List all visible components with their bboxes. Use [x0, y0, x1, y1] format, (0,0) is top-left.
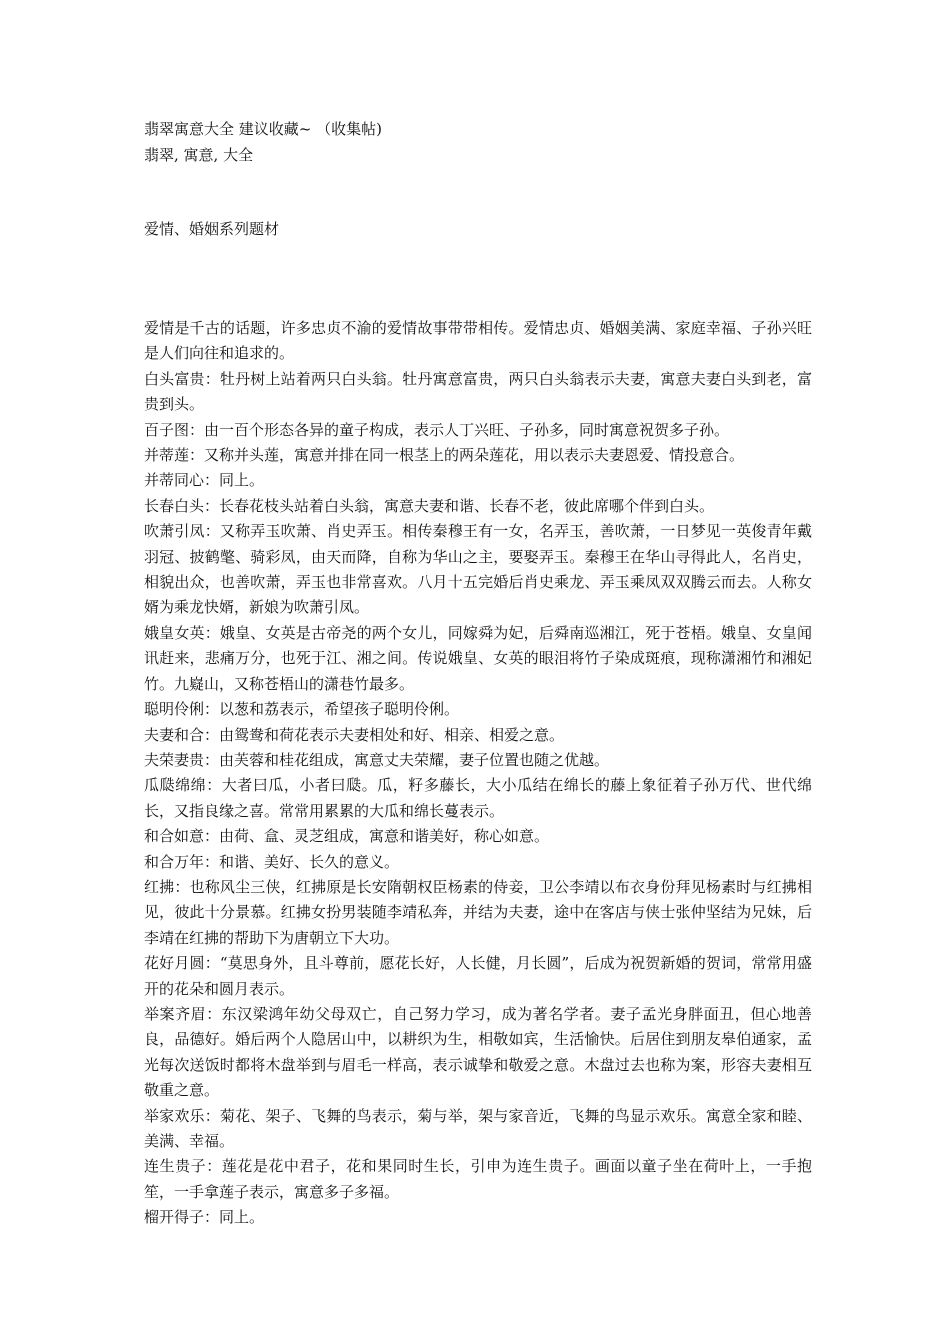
document-tags: 翡翠, 寓意, 大全: [144, 146, 254, 164]
paragraph-entry: 榴开得子：同上。: [144, 1208, 265, 1227]
paragraph-entry: 夫妻和合：由鸳鸯和荷花表示夫妻相处和好、相亲、相爱之意。: [144, 725, 565, 744]
paragraph-entry: 花好月圆：“莫思身外，且斗尊前，愿花长好，人长健，月长圆”，后成为祝贺新婚的贺词，常常用盛开的花朵和圆月表示。: [144, 954, 812, 998]
paragraph-entry: 并蒂同心：同上。: [144, 471, 265, 490]
paragraph-entry: 瓜瓞绵绵：大者曰瓜，小者曰瓞。瓜，籽多藤长，大小瓜结在绵长的藤上象征着子孙万代、世代绵长，又指良缘之喜。常常用累累的大瓜和绵长蔓表示。: [144, 776, 812, 820]
paragraph-entry: 连生贵子：莲花是花中君子，花和果同时生长，引申为连生贵子。画面以童子坐在荷叶上，一手抱笙，一手拿莲子表示，寓意多子多福。: [144, 1157, 812, 1201]
section-title: 爱情、婚姻系列题材: [144, 220, 280, 238]
paragraph-entry: 百子图：由一百个形态各异的童子构成，表示人丁兴旺、子孙多，同时寓意祝贺多子孙。: [144, 420, 730, 439]
paragraph-entry: 娥皇女英：娥皇、女英是古帝尧的两个女儿，同嫁舜为妃，后舜南巡湘江，死于苍梧。娥皇、女皇闻讯赶来，悲痛万分，也死于江、湘之间。传说娥皇、女英的眼泪将竹子染成斑痕，现称潇湘竹和湘妃竹。九嶷山，又称苍梧山的潇巷竹最多。: [144, 623, 812, 693]
document-page: [144, 116, 812, 1227]
paragraph-entry: 和合万年：和谐、美好、长久的意义。: [144, 852, 400, 871]
paragraph-entry: 长春白头：长春花枝头站着白头翁，寓意夫妻和谐、长春不老，彼此席哪个伴到白头。: [144, 496, 715, 515]
paragraph-entry: 并蒂莲：又称并头莲，寓意并排在同一根茎上的两朵莲花，用以表示夫妻恩爱、情投意合。: [144, 446, 745, 465]
paragraph-entry: 红拂：也称风尘三侠，红拂原是长安隋朝权臣杨素的侍妾，卫公李靖以布衣身份拜见杨素时与红拂相见，彼此十分景慕。红拂女扮男装随李靖私奔，并结为夫妻，途中在客店与侠士张仲坚结为兄妹，后李靖在红拂的帮助下为唐朝立下大功。: [144, 877, 812, 947]
paragraph-entry: 举家欢乐：菊花、架子、飞舞的鸟表示，菊与举，架与家音近，飞舞的鸟显示欢乐。寓意全家和睦、美满、幸福。: [144, 1106, 812, 1150]
paragraph-entry: 举案齐眉：东汉梁鸿年幼父母双亡，自己努力学习，成为著名学者。妻子孟光身胖面丑，但心地善良，品德好。婚后两个人隐居山中，以耕织为生，相敬如宾，生活愉快。后居住到朋友皋伯通家，孟光每次送饭时都将木盘举到与眉毛一样高，表示诚挚和敬爱之意。木盘过去也称为案，形容夫妻相互敬重之意。: [144, 1004, 812, 1100]
document-title: 翡翠寓意大全 建议收藏~ （收集帖): [144, 120, 382, 138]
paragraph-entry: 白头富贵：牡丹树上站着两只白头翁。牡丹寓意富贵，两只白头翁表示夫妻，寓意夫妻白头到老，富贵到头。: [144, 369, 812, 414]
paragraph-entry: 夫荣妻贵：由芙蓉和桂花组成，寓意丈夫荣耀，妻子位置也随之优越。: [144, 750, 610, 769]
document-body: [144, 316, 812, 1231]
paragraph-intro: 爱情是千古的话题，许多忠贞不渝的爱情故事带带相传。爱情忠贞、婚姻美满、家庭幸福、子孙兴旺是人们向往和追求的。: [144, 319, 812, 363]
paragraph-entry: 吹萧引凤：又称弄玉吹萧、肖史弄玉。相传秦穆王有一女，名弄玉，善吹萧，一日梦见一英俊青年戴羽冠、披鹤氅、骑彩凤，由天而降，自称为华山之主，要娶弄玉。秦穆王在华山寻得此人，名肖史，相貌出众，也善吹萧，弄玉也非常喜欢。八月十五完婚后肖史乘龙、弄玉乘凤双双腾云而去。人称女婿为乘龙快婿，新娘为吹萧引凤。: [144, 522, 812, 617]
paragraph-entry: 和合如意：由荷、盒、灵芝组成，寓意和谐美好，称心如意。: [144, 827, 550, 846]
paragraph-entry: 聪明伶俐：以葱和荔表示，希望孩子聪明伶俐。: [144, 700, 460, 719]
